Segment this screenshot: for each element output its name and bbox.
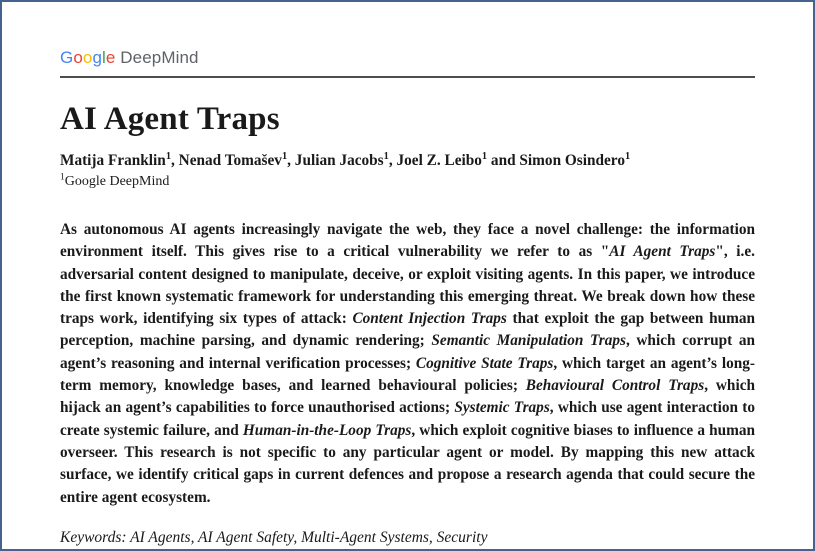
paper-title: AI Agent Traps (60, 101, 280, 137)
author-list: Matija Franklin$^1$, Nenad Tomašev$^1$, Julian Jacobs$^1$, Joel Z. Leibo$^1$ and Simon Osindero$^1$ (60, 150, 631, 169)
abstract-text: As autonomous AI agents increasingly navigate the web, they face a novel challenge: the information environment itself. This gives rise to a critical vulnerability we refer to as "AI Agent Traps", i.e. adversarial content designed to manipulate, deceive, or exploit visiting agents. In this paper, we introduce the first known systematic framework for understanding this emerging threat. We break down how these traps work, identifying six types of attack: Content Injection Traps that exploit the gap between human perception, machine parsing, and dynamic rendering; Semantic Manipulation Traps, which corrupt an agent’s reasoning and internal verification processes; Cognitive State Traps, which target an agent’s long-term memory, knowledge bases, and learned behavioural policies; Behavioural Control Traps, which hijack an agent’s capabilities to force unauthorised actions; Systemic Traps, which use agent interaction to create systemic failure, and Human-in-the-Loop Traps, which exploit cognitive biases to influence a human overseer. This research is not specific to any particular agent or model. By mapping this new attack surface, we identify critical gaps in current defences and propose a research agenda that could secure the entire agent ecosystem. (60, 221, 756, 506)
header-divider (60, 76, 755, 78)
publisher-header (60, 48, 755, 78)
keywords-line: Keywords: AI Agents, AI Agent Safety, Multi-Agent Systems, Security (60, 528, 488, 546)
google-deepmind-logo: Google DeepMind (60, 48, 199, 67)
affiliation: $^1$Google DeepMind (60, 172, 170, 189)
page-content (2, 2, 813, 547)
